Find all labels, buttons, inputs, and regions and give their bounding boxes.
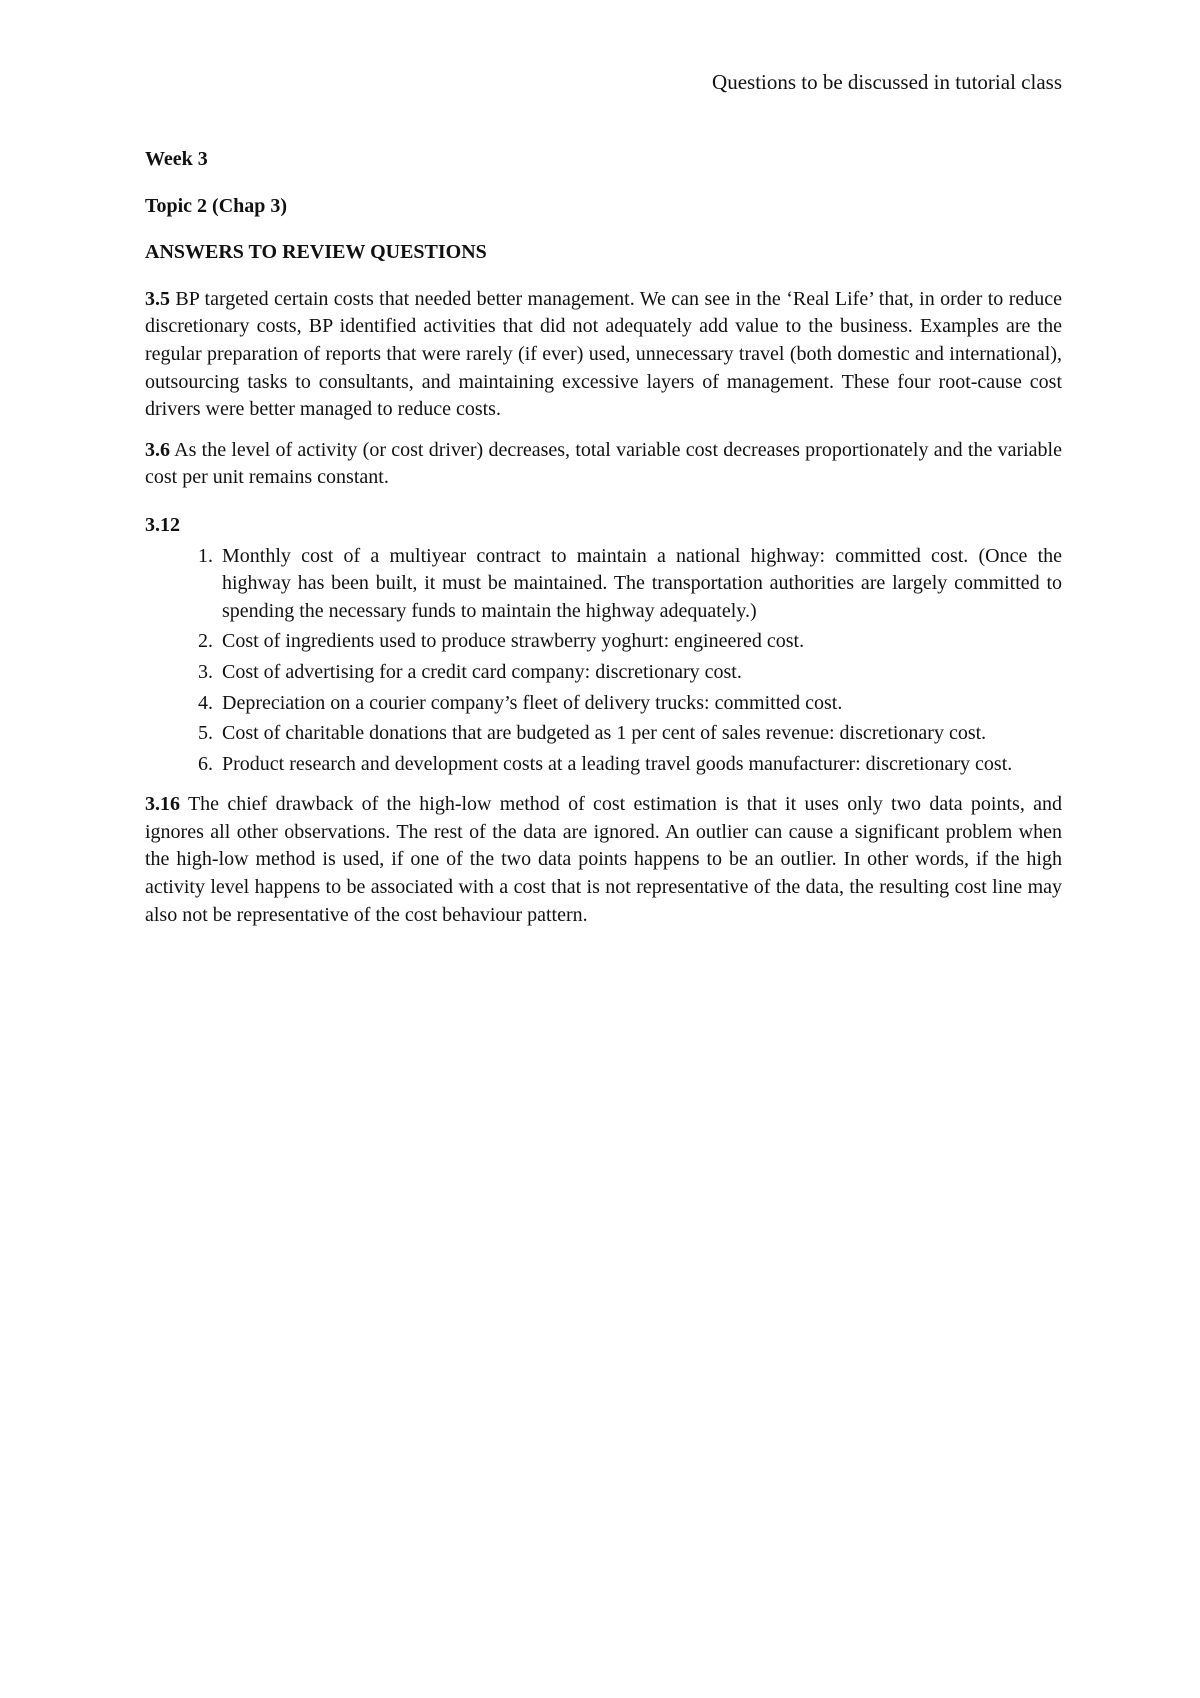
answer-text: The chief drawback of the high-low method of cost estimation is that it uses only two data points, and ignores all other observations. The rest of the data are ignored. An outlier can cause a significant problem when the high-low method is used, if one of the two data points happens to be an outlier. In other words, if the high activity level happens to be associated with a cost that is not representative of the data, the resulting cost line may also not be representative of the cost behaviour pattern. (145, 793, 1063, 926)
question-number: 3.16 (145, 793, 180, 816)
list-item: 5. Cost of charitable donations that are budgeted as 1 per cent of sales revenue: discretionary cost. (218, 720, 1062, 748)
list-item: 4. Depreciation on a courier company’s fleet of delivery trucks: committed cost. (218, 690, 1062, 718)
page-header: Questions to be discussed in tutorial class (712, 70, 1062, 94)
section-title: ANSWERS TO REVIEW QUESTIONS (145, 241, 487, 264)
week-heading: Week 3 (145, 148, 208, 170)
answer-3-16 (145, 791, 1062, 929)
answer-text: BP targeted certain costs that needed better management. We can see in the ‘Real Life’ that, in order to reduce discretionary costs, BP identified activities that did not adequately add value to the business. Examples are the regular preparation of reports that were rarely (if ever) used, unnecessary travel (both domestic and international), outsourcing tasks to consultants, and maintaining excessive layers of management. These four root-cause cost drivers were better managed to reduce costs. (145, 287, 1062, 421)
question-number-3-12: 3.12 (145, 513, 180, 536)
question-number: 3.6 (145, 438, 170, 461)
list-item: 6. Product research and development costs at a leading travel goods manufacturer: discretionary cost. (218, 751, 1062, 779)
topic-heading: Topic 2 (Chap 3) (145, 194, 288, 217)
list-item: 1. Monthly cost of a multiyear contract to maintain a national highway: committed cost. (Once the highway has been built, it must be maintained. The transportation authorities are largely committed to spending the necessary funds to maintain the highway adequately.) (218, 543, 1062, 626)
question-number: 3.5 (145, 287, 170, 310)
answer-3-6 (145, 437, 1062, 492)
list-item: 2. Cost of ingredients used to produce strawberry yoghurt: engineered cost. (218, 628, 1062, 656)
document-body (145, 146, 1062, 942)
answer-3-5 (145, 286, 1062, 424)
answer-text: As the level of activity (or cost driver) decreases, total variable cost decreases proportionately and the variable cost per unit remains constant. (145, 438, 1062, 489)
answer-3-12-list (145, 543, 1062, 779)
list-item: 3. Cost of advertising for a credit card company: discretionary cost. (218, 659, 1062, 687)
